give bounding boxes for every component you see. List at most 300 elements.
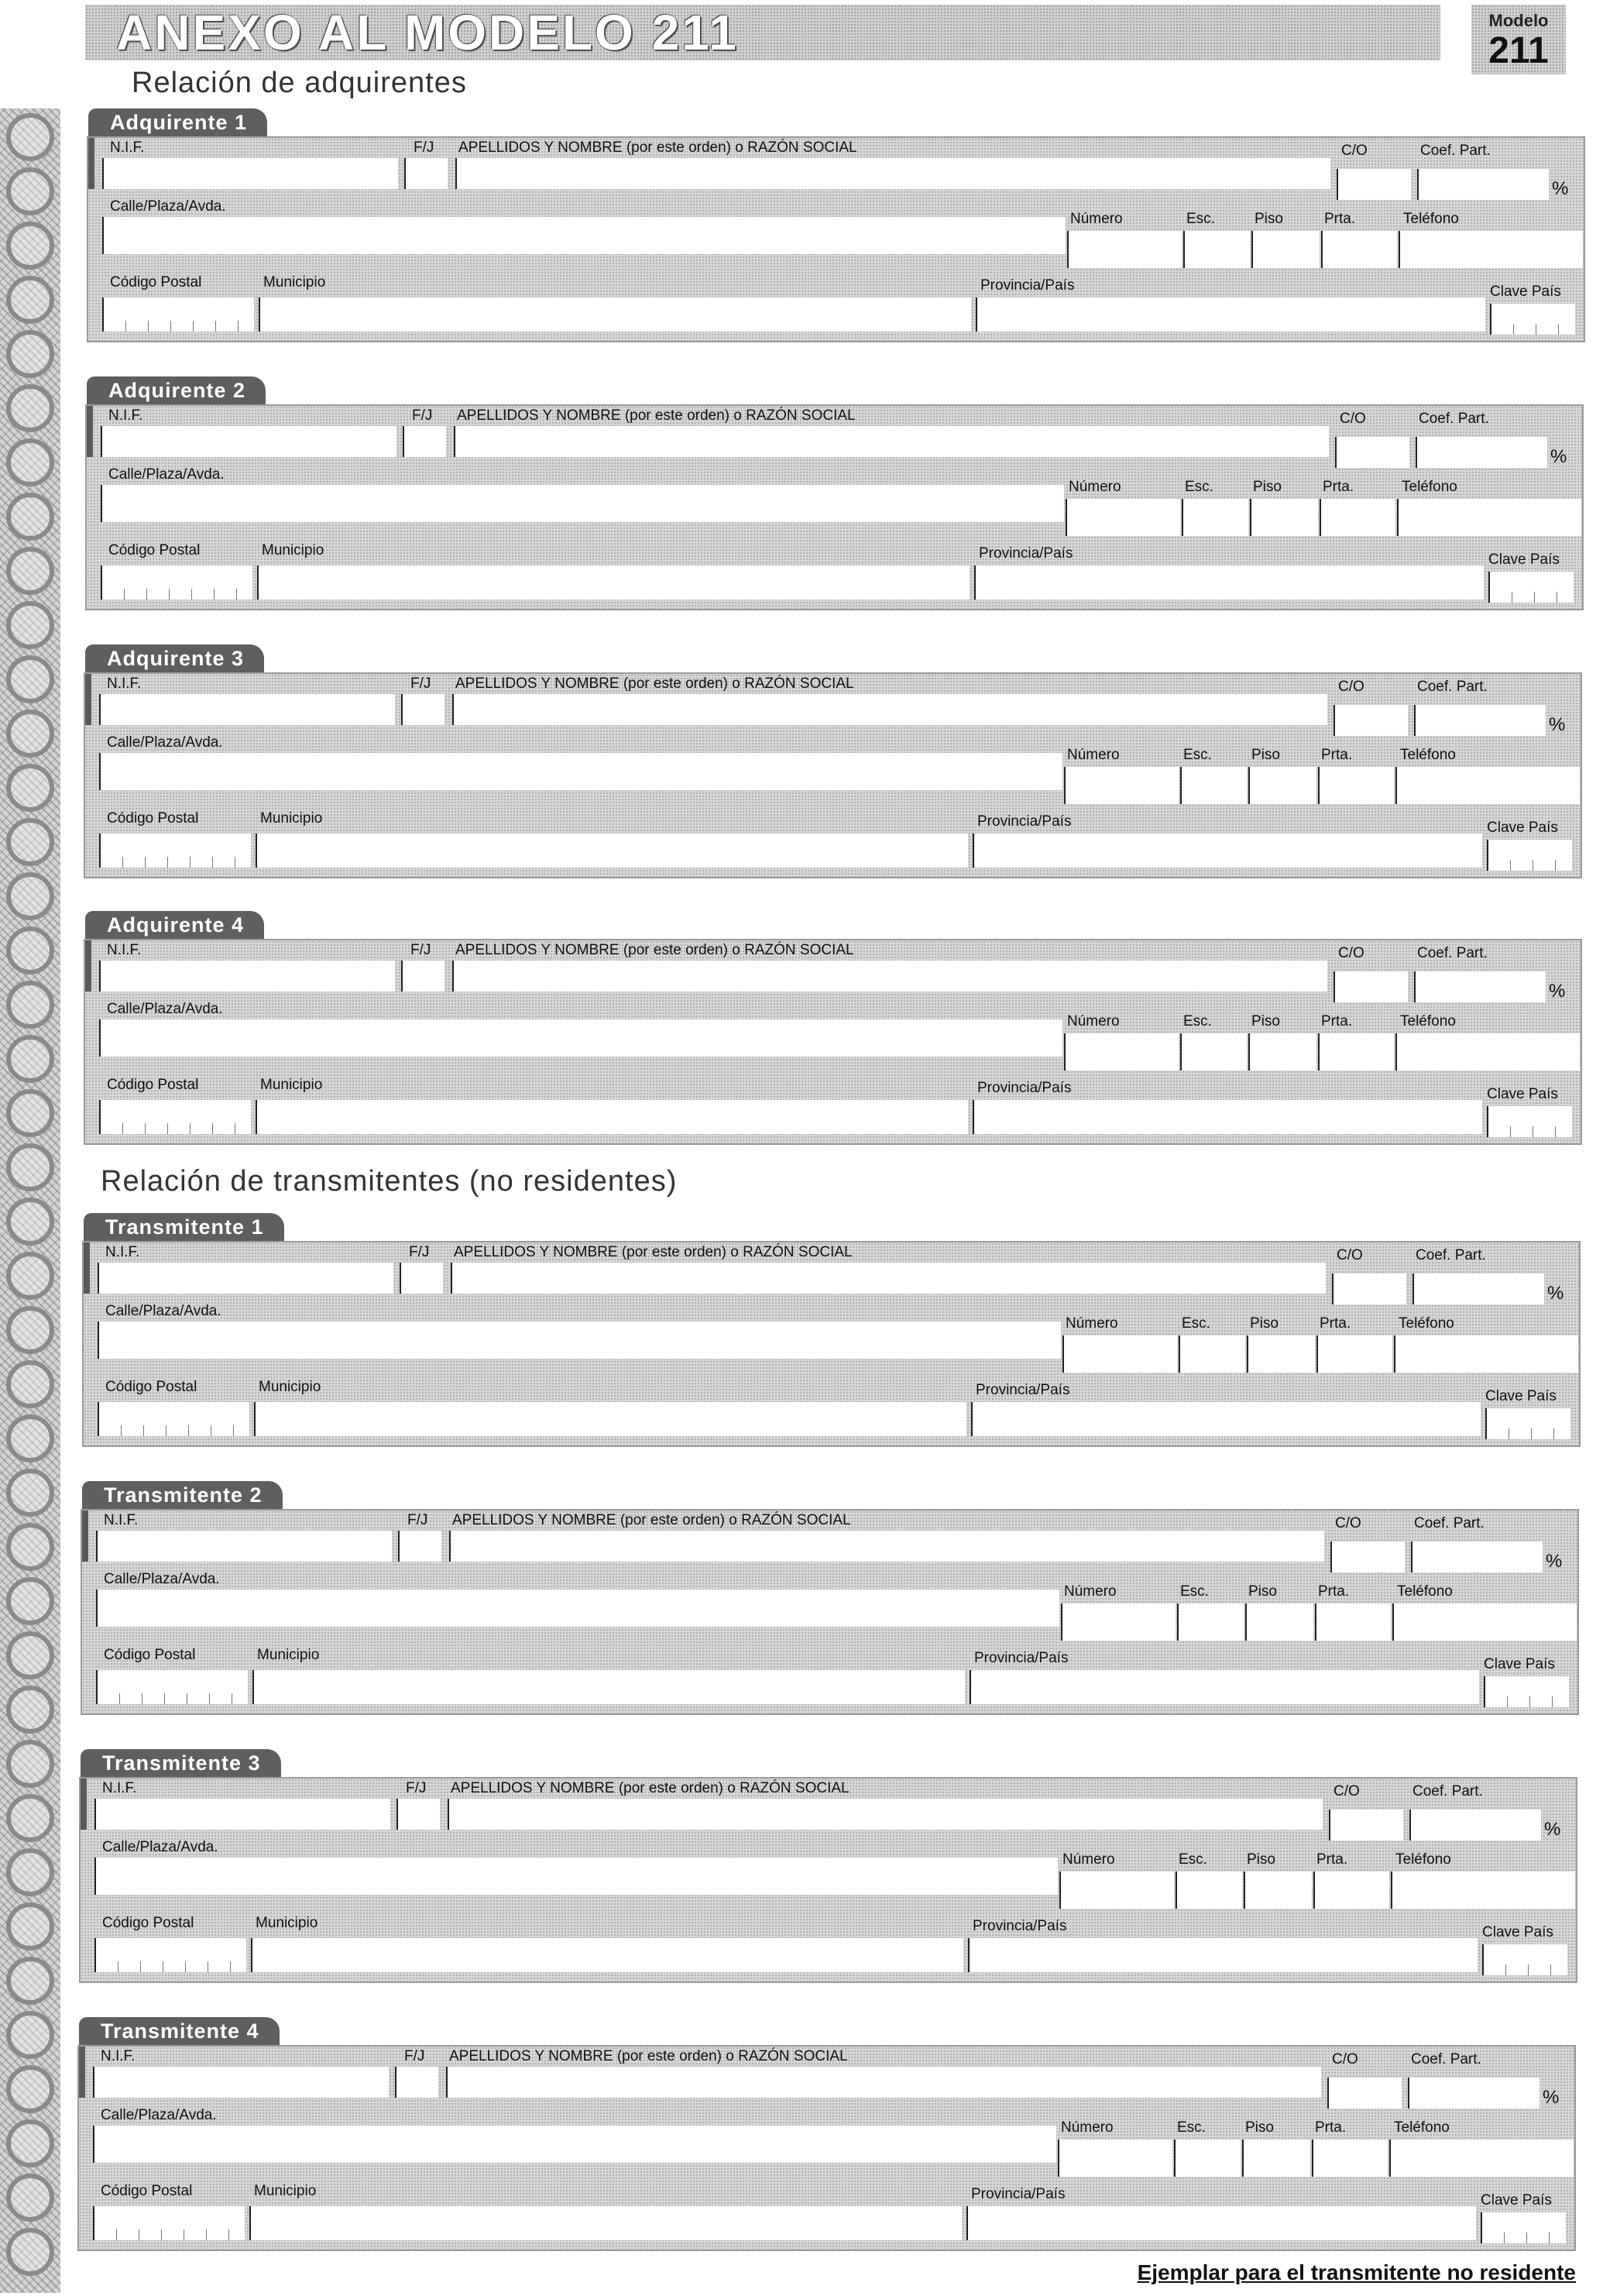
modelo-number: 211 — [1488, 30, 1549, 71]
block-title: Transmitente 1 — [84, 1213, 284, 1241]
block-body — [87, 136, 1585, 342]
co-label: C/O — [1338, 945, 1364, 961]
number-label: Número — [1067, 1013, 1120, 1029]
block-body — [85, 404, 1584, 610]
decorative-ring-icon — [6, 818, 54, 866]
postal-code-input[interactable] — [98, 1402, 249, 1436]
municipality-input[interactable] — [251, 1938, 963, 1972]
nif-input[interactable] — [94, 1799, 390, 1830]
co-label: C/O — [1335, 1515, 1361, 1531]
decorative-ring-icon — [6, 2065, 54, 2113]
number-label: Número — [1070, 211, 1123, 227]
door-label: Prta. — [1315, 2119, 1347, 2136]
postal-code-input[interactable] — [101, 565, 252, 600]
number-input[interactable] — [1061, 1603, 1176, 1641]
municipality-input[interactable] — [257, 565, 970, 600]
name-input[interactable] — [455, 158, 1330, 189]
percent-sign: % — [1549, 981, 1566, 1002]
decorative-ring-icon — [6, 1143, 54, 1191]
floor-input[interactable] — [1250, 499, 1318, 536]
phone-input[interactable] — [1395, 767, 1580, 804]
party-block-5 — [82, 1213, 1581, 1445]
country-key-label: Clave País — [1490, 284, 1561, 300]
nif-label: N.I.F. — [108, 407, 143, 424]
number-label: Número — [1064, 1583, 1117, 1600]
name-input[interactable] — [451, 1263, 1326, 1294]
country-key-input[interactable] — [1485, 1408, 1570, 1439]
name-label: APELLIDOS Y NOMBRE (por este orden) o RAZÓN SOCIAL — [452, 1512, 851, 1528]
municipality-label: Municipio — [256, 1915, 318, 1931]
co-label: C/O — [1341, 143, 1368, 159]
phone-label: Teléfono — [1394, 2119, 1450, 2136]
municipality-label: Municipio — [263, 274, 326, 290]
party-block-3 — [84, 644, 1582, 877]
country-key-input[interactable] — [1490, 304, 1575, 335]
number-input[interactable] — [1058, 2140, 1172, 2177]
decorative-ring-icon — [6, 493, 54, 541]
municipality-label: Municipio — [260, 810, 323, 827]
coef-input[interactable] — [1417, 169, 1549, 200]
fj-input[interactable] — [404, 158, 448, 189]
block-body — [84, 672, 1582, 878]
decorative-side-strip — [0, 108, 60, 2293]
name-input[interactable] — [452, 694, 1327, 725]
country-key-label: Clave País — [1482, 1924, 1553, 1940]
block-body — [79, 1777, 1577, 1983]
nif-input[interactable] — [102, 158, 398, 189]
province-label: Provincia/País — [979, 545, 1073, 562]
number-input[interactable] — [1064, 1033, 1179, 1071]
phone-input[interactable] — [1397, 499, 1581, 536]
door-input[interactable] — [1320, 499, 1395, 536]
street-label: Calle/Plaza/Avda. — [108, 466, 225, 483]
section-title-adquirentes: Relación de adquirentes — [132, 67, 467, 99]
number-input[interactable] — [1066, 499, 1180, 536]
percent-sign: % — [1543, 2087, 1560, 2108]
stair-label: Esc. — [1182, 1315, 1210, 1332]
fj-input[interactable] — [401, 694, 445, 725]
decorative-ring-icon — [6, 1686, 54, 1734]
co-input[interactable] — [1334, 705, 1408, 736]
country-key-label: Clave País — [1488, 552, 1560, 568]
province-input[interactable] — [971, 1402, 1481, 1436]
party-block-7 — [79, 1749, 1577, 1982]
municipality-label: Municipio — [257, 1647, 320, 1663]
footer-copy-note: Ejemplar para el transmitente no residente — [1137, 2260, 1576, 2284]
number-label: Número — [1061, 2119, 1114, 2136]
phone-input[interactable] — [1394, 1335, 1578, 1373]
province-label: Provincia/País — [974, 1650, 1069, 1666]
decorative-ring-icon — [6, 113, 54, 161]
decorative-ring-icon — [6, 384, 54, 432]
name-label: APELLIDOS Y NOMBRE (por este orden) o RAZÓN SOCIAL — [454, 1244, 853, 1260]
door-label: Prta. — [1318, 1583, 1350, 1600]
stair-label: Esc. — [1183, 1013, 1212, 1029]
name-label: APELLIDOS Y NOMBRE (por este orden) o RAZÓN SOCIAL — [458, 139, 857, 156]
number-input[interactable] — [1067, 231, 1182, 268]
door-input[interactable] — [1313, 1872, 1389, 1909]
country-key-label: Clave País — [1481, 2192, 1552, 2208]
phone-input[interactable] — [1389, 2140, 1574, 2177]
party-block-2 — [85, 376, 1584, 609]
country-key-input[interactable] — [1484, 1676, 1569, 1707]
name-input[interactable] — [454, 426, 1329, 457]
municipality-label: Municipio — [260, 1077, 323, 1093]
stair-input[interactable] — [1177, 1603, 1244, 1641]
co-input[interactable] — [1332, 1273, 1406, 1304]
co-input[interactable] — [1327, 2078, 1402, 2109]
country-key-label: Clave País — [1484, 1656, 1555, 1672]
name-label: APELLIDOS Y NOMBRE (por este orden) o RAZÓN SOCIAL — [451, 1780, 850, 1796]
coef-input[interactable] — [1411, 1542, 1543, 1572]
street-label: Calle/Plaza/Avda. — [107, 734, 223, 751]
decorative-ring-icon — [6, 167, 54, 215]
block-title: Transmitente 3 — [81, 1749, 281, 1777]
coef-label: Coef. Part. — [1412, 1783, 1483, 1799]
province-input[interactable] — [974, 565, 1484, 600]
province-label: Provincia/País — [977, 1080, 1072, 1096]
co-input[interactable] — [1337, 169, 1411, 200]
decorative-ring-icon — [6, 1902, 54, 1951]
number-input[interactable] — [1064, 767, 1179, 804]
decorative-ring-icon — [6, 330, 54, 378]
fj-input[interactable] — [395, 2067, 438, 2098]
street-label: Calle/Plaza/Avda. — [105, 1303, 221, 1319]
coef-label: Coef. Part. — [1416, 1247, 1486, 1263]
country-key-input[interactable] — [1487, 840, 1572, 871]
postal-code-label: Código Postal — [107, 1077, 199, 1093]
co-label: C/O — [1334, 1783, 1360, 1799]
nif-input[interactable] — [98, 1263, 393, 1294]
decorative-ring-icon — [6, 1469, 54, 1517]
municipality-input[interactable] — [256, 834, 968, 868]
province-label: Provincia/País — [980, 277, 1075, 294]
postal-code-label: Código Postal — [104, 1647, 196, 1663]
name-input[interactable] — [448, 1799, 1323, 1830]
decorative-ring-icon — [6, 2228, 54, 2276]
floor-label: Piso — [1251, 1013, 1280, 1029]
postal-code-input[interactable] — [99, 1100, 251, 1134]
decorative-ring-icon — [6, 438, 54, 486]
postal-code-input[interactable] — [102, 297, 254, 332]
nif-input[interactable] — [93, 2067, 389, 2098]
coef-input[interactable] — [1409, 1810, 1541, 1841]
province-input[interactable] — [973, 834, 1482, 868]
stair-input[interactable] — [1179, 1335, 1245, 1373]
co-input[interactable] — [1334, 971, 1408, 1002]
block-title: Adquirente 1 — [88, 108, 267, 136]
block-body — [77, 2045, 1576, 2251]
door-label: Prta. — [1324, 211, 1356, 227]
postal-code-label: Código Postal — [105, 1379, 197, 1395]
party-block-8 — [77, 2017, 1576, 2250]
percent-sign: % — [1544, 1819, 1561, 1840]
co-input[interactable] — [1335, 437, 1409, 468]
door-input[interactable] — [1316, 1335, 1392, 1373]
co-label: C/O — [1338, 679, 1364, 695]
postal-code-input[interactable] — [99, 834, 251, 868]
phone-label: Teléfono — [1403, 211, 1459, 227]
floor-label: Piso — [1255, 211, 1283, 227]
fj-label: F/J — [406, 1780, 427, 1796]
stair-label: Esc. — [1180, 1583, 1209, 1600]
party-block-4 — [84, 911, 1582, 1143]
municipality-input[interactable] — [254, 1402, 966, 1436]
decorative-ring-icon — [6, 1252, 54, 1300]
phone-input[interactable] — [1399, 231, 1583, 268]
stair-label: Esc. — [1185, 479, 1213, 495]
country-key-input[interactable] — [1487, 1106, 1572, 1137]
decorative-ring-icon — [6, 276, 54, 324]
fj-input[interactable] — [396, 1799, 440, 1830]
decorative-ring-icon — [6, 764, 54, 812]
phone-label: Teléfono — [1400, 1013, 1456, 1029]
coef-label: Coef. Part. — [1417, 945, 1488, 961]
door-input[interactable] — [1312, 2140, 1388, 2177]
stair-input[interactable] — [1182, 499, 1248, 536]
municipality-input[interactable] — [249, 2206, 962, 2240]
street-input[interactable] — [99, 753, 1062, 790]
nif-input[interactable] — [101, 426, 396, 457]
province-input[interactable] — [973, 1100, 1482, 1134]
floor-input[interactable] — [1248, 1033, 1316, 1071]
floor-input[interactable] — [1245, 1603, 1313, 1641]
stair-input[interactable] — [1176, 1872, 1242, 1909]
street-label: Calle/Plaza/Avda. — [110, 198, 226, 215]
floor-label: Piso — [1247, 1851, 1275, 1868]
fj-label: F/J — [414, 139, 434, 156]
number-label: Número — [1066, 1315, 1118, 1332]
stair-label: Esc. — [1179, 1851, 1207, 1868]
number-input[interactable] — [1059, 1872, 1174, 1909]
party-block-6 — [81, 1481, 1579, 1713]
country-key-input[interactable] — [1488, 572, 1574, 603]
co-input[interactable] — [1329, 1810, 1403, 1841]
street-input[interactable] — [94, 1858, 1058, 1895]
fj-label: F/J — [404, 2048, 425, 2064]
phone-label: Teléfono — [1402, 479, 1457, 495]
province-input[interactable] — [970, 1670, 1479, 1704]
number-label: Número — [1067, 747, 1120, 763]
nif-label: N.I.F. — [104, 1512, 139, 1528]
door-input[interactable] — [1318, 1033, 1394, 1071]
postal-code-label: Código Postal — [108, 542, 201, 559]
name-input[interactable] — [449, 1531, 1324, 1562]
postal-code-input[interactable] — [93, 2206, 245, 2240]
phone-input[interactable] — [1391, 1872, 1575, 1909]
nif-label: N.I.F. — [107, 942, 142, 958]
decorative-ring-icon — [6, 655, 54, 703]
co-label: C/O — [1332, 2051, 1358, 2067]
floor-label: Piso — [1245, 2119, 1274, 2136]
decorative-ring-icon — [6, 222, 54, 270]
street-input[interactable] — [93, 2126, 1056, 2163]
fj-label: F/J — [412, 407, 433, 424]
decorative-ring-icon — [6, 1577, 54, 1625]
nif-label: N.I.F. — [105, 1244, 140, 1260]
phone-input[interactable] — [1392, 1603, 1577, 1641]
municipality-input[interactable] — [259, 297, 971, 332]
percent-sign: % — [1549, 714, 1566, 735]
province-input[interactable] — [968, 1938, 1478, 1972]
nif-input[interactable] — [99, 694, 395, 725]
decorative-ring-icon — [6, 2119, 54, 2167]
floor-input[interactable] — [1251, 231, 1320, 268]
fj-input[interactable] — [401, 961, 445, 992]
door-label: Prta. — [1323, 479, 1354, 495]
phone-label: Teléfono — [1395, 1851, 1451, 1868]
coef-label: Coef. Part. — [1417, 679, 1488, 695]
party-block-1 — [87, 108, 1585, 341]
nif-label: N.I.F. — [107, 675, 142, 692]
stair-input[interactable] — [1180, 767, 1247, 804]
floor-label: Piso — [1253, 479, 1282, 495]
phone-input[interactable] — [1395, 1033, 1580, 1071]
decorative-ring-icon — [6, 710, 54, 758]
province-label: Provincia/País — [971, 2186, 1066, 2202]
postal-code-label: Código Postal — [102, 1915, 194, 1931]
stair-label: Esc. — [1186, 211, 1215, 227]
floor-input[interactable] — [1242, 2140, 1310, 2177]
province-label: Provincia/País — [976, 1382, 1070, 1398]
door-label: Prta. — [1321, 747, 1353, 763]
decorative-ring-icon — [6, 2174, 54, 2222]
province-label: Provincia/País — [973, 1918, 1067, 1934]
country-key-input[interactable] — [1482, 1944, 1567, 1975]
municipality-input[interactable] — [256, 1100, 968, 1134]
nif-input[interactable] — [99, 961, 395, 992]
fj-input[interactable] — [403, 426, 446, 457]
coef-input[interactable] — [1414, 971, 1546, 1002]
stair-label: Esc. — [1183, 747, 1212, 763]
decorative-ring-icon — [6, 601, 54, 649]
decorative-ring-icon — [6, 1360, 54, 1408]
modelo-label: Modelo — [1488, 11, 1549, 30]
country-key-label: Clave País — [1485, 1388, 1557, 1404]
postal-code-input[interactable] — [94, 1938, 246, 1972]
nif-input[interactable] — [96, 1531, 392, 1562]
decorative-ring-icon — [6, 872, 54, 920]
coef-input[interactable] — [1416, 437, 1547, 468]
decorative-ring-icon — [6, 1631, 54, 1679]
floor-input[interactable] — [1244, 1872, 1312, 1909]
decorative-ring-icon — [6, 2011, 54, 2059]
fj-label: F/J — [407, 1512, 428, 1528]
floor-input[interactable] — [1248, 767, 1316, 804]
stair-input[interactable] — [1183, 231, 1250, 268]
floor-label: Piso — [1248, 1583, 1277, 1600]
stair-input[interactable] — [1180, 1033, 1247, 1071]
municipality-label: Municipio — [254, 2183, 317, 2199]
percent-sign: % — [1550, 446, 1567, 467]
block-title: Adquirente 2 — [87, 376, 266, 404]
decorative-ring-icon — [6, 1740, 54, 1788]
coef-input[interactable] — [1414, 705, 1546, 736]
decorative-ring-icon — [6, 1523, 54, 1571]
country-key-input[interactable] — [1481, 2212, 1566, 2243]
municipality-label: Municipio — [262, 542, 324, 559]
section-title-transmitentes: Relación de transmitentes (no residentes) — [101, 1165, 678, 1198]
door-label: Prta. — [1321, 1013, 1353, 1029]
decorative-ring-icon — [6, 1089, 54, 1137]
decorative-ring-icon — [6, 1035, 54, 1083]
street-label: Calle/Plaza/Avda. — [101, 2107, 217, 2123]
street-input[interactable] — [101, 485, 1064, 522]
decorative-ring-icon — [6, 1794, 54, 1842]
fj-input[interactable] — [398, 1531, 441, 1562]
floor-input[interactable] — [1247, 1335, 1315, 1373]
decorative-ring-icon — [6, 1198, 54, 1246]
street-input[interactable] — [102, 217, 1066, 254]
title-bar — [85, 5, 1440, 60]
fj-label: F/J — [409, 1244, 430, 1260]
fj-label: F/J — [410, 942, 431, 958]
decorative-ring-icon — [6, 926, 54, 974]
country-key-label: Clave País — [1487, 1086, 1558, 1102]
percent-sign: % — [1552, 178, 1569, 199]
street-input[interactable] — [98, 1322, 1061, 1359]
number-label: Número — [1069, 479, 1121, 495]
name-input[interactable] — [446, 2067, 1321, 2098]
fj-label: F/J — [410, 675, 431, 692]
province-label: Provincia/País — [977, 813, 1072, 830]
stair-input[interactable] — [1174, 2140, 1241, 2177]
decorative-ring-icon — [6, 981, 54, 1029]
block-title: Transmitente 2 — [82, 1481, 283, 1509]
province-input[interactable] — [976, 297, 1485, 332]
door-input[interactable] — [1318, 767, 1394, 804]
phone-label: Teléfono — [1397, 1583, 1453, 1600]
door-input[interactable] — [1321, 231, 1397, 268]
name-label: APELLIDOS Y NOMBRE (por este orden) o RAZÓN SOCIAL — [449, 2048, 848, 2064]
postal-code-label: Código Postal — [107, 810, 199, 827]
decorative-ring-icon — [6, 1957, 54, 2005]
phone-label: Teléfono — [1400, 747, 1456, 763]
decorative-ring-icon — [6, 1306, 54, 1354]
floor-label: Piso — [1250, 1315, 1279, 1332]
name-input[interactable] — [452, 961, 1327, 992]
co-input[interactable] — [1330, 1542, 1405, 1572]
block-body — [82, 1241, 1581, 1447]
co-label: C/O — [1340, 411, 1366, 427]
nif-label: N.I.F. — [102, 1780, 137, 1796]
number-input[interactable] — [1062, 1335, 1177, 1373]
number-label: Número — [1062, 1851, 1115, 1868]
coef-label: Coef. Part. — [1414, 1515, 1485, 1531]
block-title: Adquirente 3 — [85, 644, 264, 672]
name-label: APELLIDOS Y NOMBRE (por este orden) o RAZÓN SOCIAL — [455, 942, 854, 958]
block-body — [84, 939, 1582, 1145]
street-input[interactable] — [96, 1590, 1059, 1627]
percent-sign: % — [1547, 1283, 1564, 1304]
postal-code-input[interactable] — [96, 1670, 248, 1704]
page-title: ANEXO AL MODELO 211 — [116, 5, 739, 60]
province-input[interactable] — [966, 2206, 1476, 2240]
street-input[interactable] — [99, 1019, 1062, 1057]
name-label: APELLIDOS Y NOMBRE (por este orden) o RAZÓN SOCIAL — [455, 675, 854, 692]
coef-input[interactable] — [1408, 2078, 1539, 2109]
floor-label: Piso — [1251, 747, 1280, 763]
coef-input[interactable] — [1412, 1273, 1544, 1304]
door-label: Prta. — [1316, 1851, 1348, 1868]
stair-label: Esc. — [1177, 2119, 1206, 2136]
door-input[interactable] — [1315, 1603, 1391, 1641]
coef-label: Coef. Part. — [1419, 411, 1489, 427]
fj-input[interactable] — [400, 1263, 443, 1294]
municipality-input[interactable] — [252, 1670, 965, 1704]
block-title: Transmitente 4 — [79, 2017, 280, 2045]
phone-label: Teléfono — [1399, 1315, 1454, 1332]
